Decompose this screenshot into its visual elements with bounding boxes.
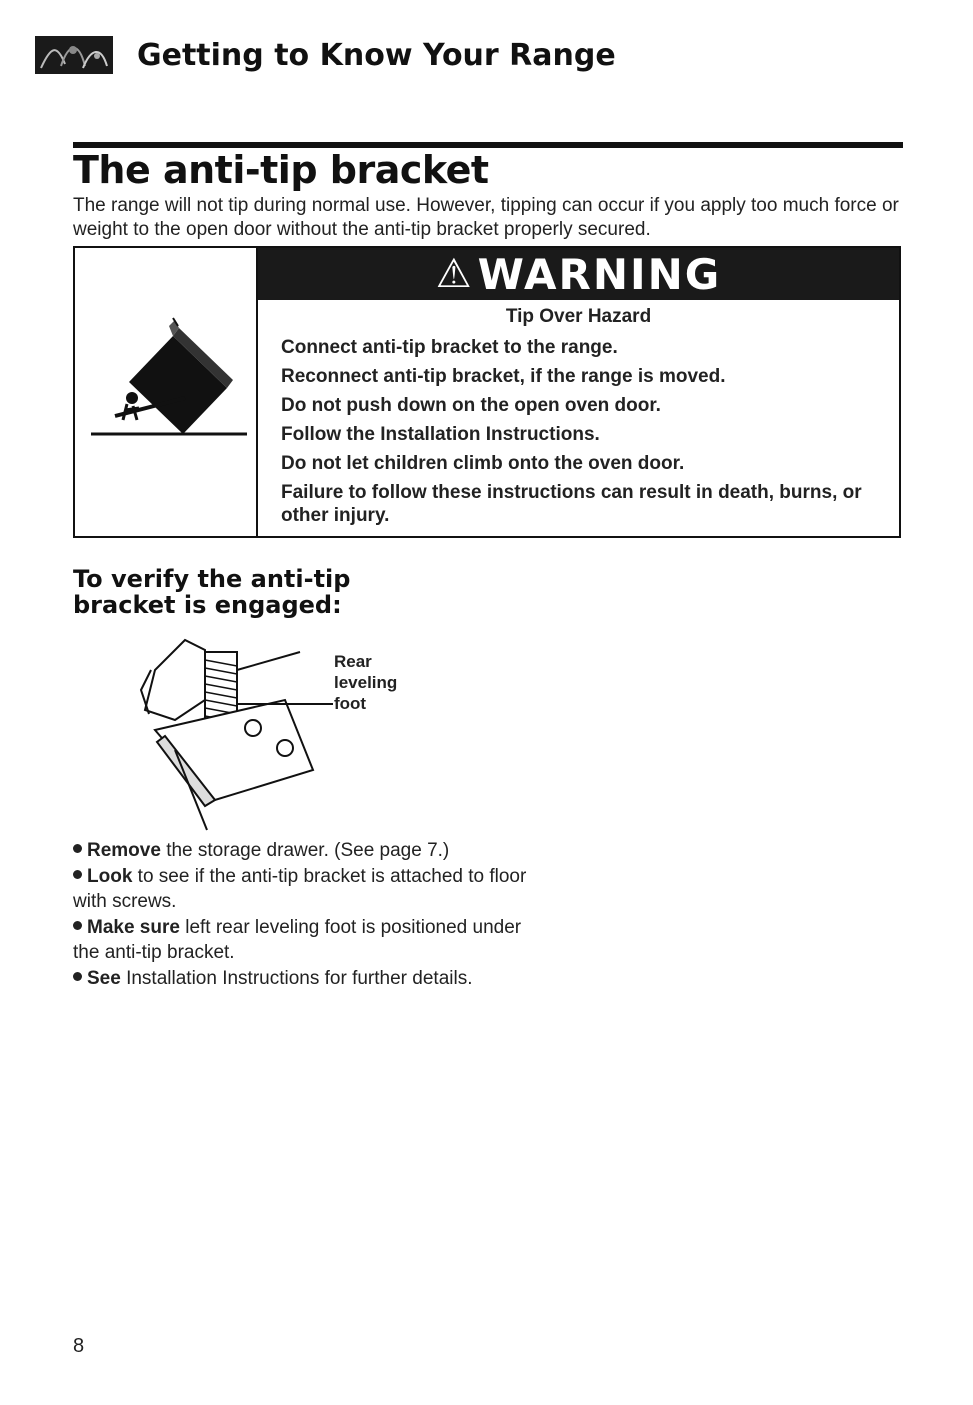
step-keyword: Make sure [87,917,180,938]
step-text: the storage drawer. (See page 7.) [160,840,450,861]
page-header-title: Getting to Know Your Range [137,37,616,73]
bullet-icon [73,972,82,981]
warning-box [73,246,901,538]
warning-banner [258,248,899,300]
decorative-logo-icon [35,36,113,74]
warning-lines [281,336,879,533]
list-item [73,915,533,965]
warning-triangle-icon: ⚠ [435,251,474,297]
warning-line: Follow the Installation Instructions. [281,424,600,445]
bullet-icon [73,844,82,853]
verify-title [73,566,433,618]
leveling-foot-diagram [135,630,335,840]
warning-banner-text: WARNING [477,249,722,299]
step-keyword: See [87,968,121,989]
bullet-icon [73,870,82,879]
verify-title-text: To verify the anti-tip bracket is engaged: [73,565,351,619]
diagram-label [334,651,397,714]
tip-over-illustration [75,248,258,536]
step-keyword: Remove [87,840,161,861]
list-item [73,966,533,991]
warning-subtitle: Tip Over Hazard [505,306,652,327]
page-header [35,30,616,80]
step-keyword: Look [87,866,133,887]
verify-steps [73,838,533,992]
warning-line: Reconnect anti-tip bracket, if the range is moved. [281,366,726,387]
warning-line: Connect anti-tip bracket to the range. [281,337,618,358]
page-number: 8 [73,1335,85,1357]
diagram-label-line: leveling [334,673,398,692]
anti-tip-bracket-illustration [135,630,335,835]
step-text: to see if the anti-tip bracket is attached to floor with screws. [73,866,527,912]
tipping-range-icon [75,248,256,536]
list-item [73,864,533,914]
diagram-label-line: foot [334,694,367,713]
warning-line: Do not let children climb onto the oven door. [281,453,685,474]
list-item [73,838,533,863]
bullet-icon [73,921,82,930]
warning-line: Failure to follow these instructions can result in death, burns, or other injury. [281,482,862,526]
section-title: The anti-tip bracket [73,148,489,192]
step-text: left rear leveling foot is positioned under the anti-tip bracket. [73,917,522,963]
section-intro: The range will not tip during normal use. However, tipping can occur if you apply too much force or weight to the open door without the anti-tip bracket properly secured. [73,195,899,240]
step-text: Installation Instructions for further details. [120,968,473,989]
warning-line: Do not push down on the open oven door. [281,395,661,416]
diagram-label-line: Rear [334,652,372,671]
